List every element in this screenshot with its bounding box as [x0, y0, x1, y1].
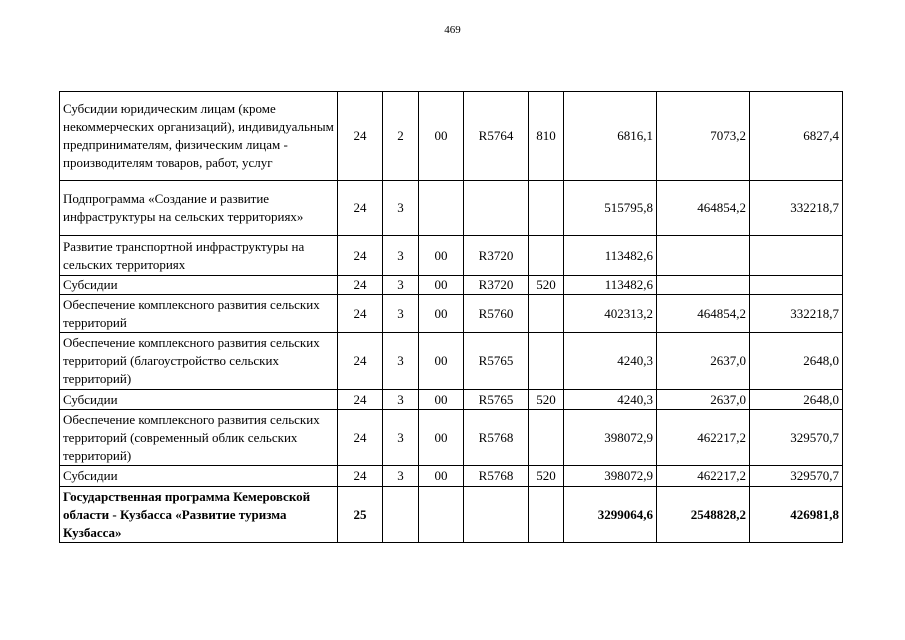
program-code: 24 [338, 295, 383, 333]
amount-year-1: 113482,6 [564, 236, 657, 276]
amount-year-3: 2648,0 [750, 333, 843, 390]
program-code: 25 [338, 487, 383, 543]
program-code: 24 [338, 390, 383, 410]
event-code: 00 [419, 410, 464, 466]
direction-code: R3720 [464, 236, 529, 276]
program-code: 24 [338, 181, 383, 236]
amount-year-1: 4240,3 [564, 390, 657, 410]
table-row [60, 466, 843, 487]
direction-code: R5760 [464, 295, 529, 333]
subprogram-code: 3 [383, 466, 419, 487]
amount-year-3: 332218,7 [750, 181, 843, 236]
expense-type-code [529, 181, 564, 236]
table-row [60, 236, 843, 276]
amount-year-2 [657, 276, 750, 295]
amount-year-1: 398072,9 [564, 410, 657, 466]
row-name: Субсидии [60, 390, 338, 410]
direction-code [464, 487, 529, 543]
program-code: 24 [338, 333, 383, 390]
subprogram-code [383, 487, 419, 543]
event-code: 00 [419, 390, 464, 410]
direction-code: R5764 [464, 92, 529, 181]
amount-year-3: 329570,7 [750, 466, 843, 487]
amount-year-1: 3299064,6 [564, 487, 657, 543]
amount-year-3 [750, 276, 843, 295]
subprogram-code: 3 [383, 236, 419, 276]
event-code: 00 [419, 236, 464, 276]
amount-year-1: 113482,6 [564, 276, 657, 295]
direction-code [464, 181, 529, 236]
direction-code: R5765 [464, 390, 529, 410]
row-name: Подпрограмма «Создание и развитие инфраструктуры на сельских территориях» [60, 181, 338, 236]
subprogram-code: 3 [383, 295, 419, 333]
subprogram-code: 3 [383, 333, 419, 390]
subprogram-code: 3 [383, 410, 419, 466]
event-code: 00 [419, 466, 464, 487]
table-row [60, 295, 843, 333]
table-row [60, 181, 843, 236]
row-name: Субсидии юридическим лицам (кроме некоммерческих организаций), индивидуальным предпринимателям, физическим лицам - производителям товаров, работ, услуг [60, 92, 338, 181]
row-name: Обеспечение комплексного развития сельских территорий (благоустройство сельских территорий) [60, 333, 338, 390]
program-code: 24 [338, 466, 383, 487]
row-name: Обеспечение комплексного развития сельских территорий (современный облик сельских территорий) [60, 410, 338, 466]
row-name: Развитие транспортной инфраструктуры на сельских территориях [60, 236, 338, 276]
event-code: 00 [419, 92, 464, 181]
subprogram-code: 2 [383, 92, 419, 181]
amount-year-3: 2648,0 [750, 390, 843, 410]
program-code: 24 [338, 92, 383, 181]
direction-code: R5768 [464, 410, 529, 466]
amount-year-2: 462217,2 [657, 466, 750, 487]
event-code [419, 181, 464, 236]
row-name: Обеспечение комплексного развития сельских территорий [60, 295, 338, 333]
event-code [419, 487, 464, 543]
expense-type-code: 520 [529, 466, 564, 487]
expense-type-code [529, 410, 564, 466]
program-code: 24 [338, 276, 383, 295]
subprogram-code: 3 [383, 390, 419, 410]
program-code: 24 [338, 410, 383, 466]
amount-year-2: 464854,2 [657, 295, 750, 333]
amount-year-3 [750, 236, 843, 276]
expense-type-code: 810 [529, 92, 564, 181]
amount-year-2: 2637,0 [657, 333, 750, 390]
direction-code: R3720 [464, 276, 529, 295]
amount-year-1: 398072,9 [564, 466, 657, 487]
expense-type-code [529, 333, 564, 390]
amount-year-1: 6816,1 [564, 92, 657, 181]
direction-code: R5768 [464, 466, 529, 487]
table-row [60, 410, 843, 466]
table-row [60, 487, 843, 543]
amount-year-3: 426981,8 [750, 487, 843, 543]
direction-code: R5765 [464, 333, 529, 390]
row-name: Государственная программа Кемеровской области - Кузбасса «Развитие туризма Кузбасса» [60, 487, 338, 543]
expense-type-code [529, 236, 564, 276]
subprogram-code: 3 [383, 276, 419, 295]
amount-year-1: 402313,2 [564, 295, 657, 333]
amount-year-1: 515795,8 [564, 181, 657, 236]
program-code: 24 [338, 236, 383, 276]
subprogram-code: 3 [383, 181, 419, 236]
row-name: Субсидии [60, 276, 338, 295]
amount-year-3: 6827,4 [750, 92, 843, 181]
amount-year-2: 2637,0 [657, 390, 750, 410]
amount-year-3: 329570,7 [750, 410, 843, 466]
amount-year-2: 464854,2 [657, 181, 750, 236]
event-code: 00 [419, 276, 464, 295]
page-number: 469 [444, 24, 461, 36]
amount-year-2 [657, 236, 750, 276]
expense-type-code [529, 295, 564, 333]
amount-year-1: 4240,3 [564, 333, 657, 390]
budget-table [59, 91, 843, 543]
row-name: Субсидии [60, 466, 338, 487]
event-code: 00 [419, 333, 464, 390]
expense-type-code [529, 487, 564, 543]
amount-year-3: 332218,7 [750, 295, 843, 333]
table-row [60, 390, 843, 410]
table-row [60, 92, 843, 181]
event-code: 00 [419, 295, 464, 333]
expense-type-code: 520 [529, 390, 564, 410]
table-row [60, 276, 843, 295]
amount-year-2: 2548828,2 [657, 487, 750, 543]
amount-year-2: 7073,2 [657, 92, 750, 181]
table-row [60, 333, 843, 390]
expense-type-code: 520 [529, 276, 564, 295]
amount-year-2: 462217,2 [657, 410, 750, 466]
